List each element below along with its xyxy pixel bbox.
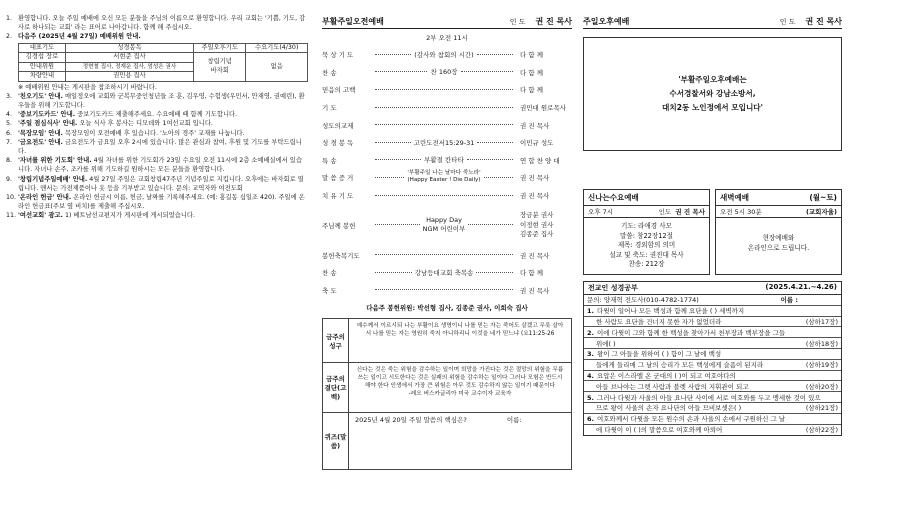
worship-row-leader: 권민대 원로목사	[520, 104, 567, 113]
wednesday-worship-box: 신나는수요예배 오후 7시 인도 권 진 목사 기도: 라애경 사모 말씀: 창22장12절 제목: 경외함의 의미 설교 및 축도: 권진대 목사 찬송: 212장	[583, 189, 710, 275]
worship-row: 묵 상 기 도 (감사와 참회의 시간) 다 함 께	[322, 46, 572, 64]
worship-row-leader: 다 함 께	[520, 269, 543, 278]
worship-row-leader: 권 진 목사	[520, 251, 550, 260]
notice-3: 3. '친오기도' 안내. 매일정오에 교회와 군복무중인청년들 조 훈, 김우영, 수험생(우민서, 안재영, 권예린), 환우들을 위해 기도합니다.	[6, 92, 305, 110]
worship-row	[322, 282, 572, 300]
worship-row	[322, 246, 572, 264]
notice-5: 5. '주일 점심식사' 안내. 오늘 식사 후 봉사는 디모데와 1여선교회 입니다.	[6, 120, 213, 128]
afternoon-worship-header: 주일오후예배 인 도 권 진 목사	[583, 14, 842, 29]
bible-study-box: 전교인 성경공부 (2025.4.21.~4.26) 문의: 양재혁 전도사(010-4782-1774) 이름 : 1. 다윗이 일어나 모든 백성과 함께 요단을 ( ) 세벽까지 한 사람도 요단을 건너지 못한 자가 없었더라 (삼하17장) 2. 이에 다윗이 그와 함께 한 백성을 찾아가서 천부장과 백부장을 그들 위에( ) (삼하18장) 3. 왕이 그 아들을 위하여 ( ) 함이 그 날에 백성 들에게 들리매 그 날의 승리가 모든 백성에게 슬픔이 된지라 (삼하19장) 4. 요압은 이스라엘 온 군대의 ( )이 되고 여호야다의 아들 브나야는 그렛 사람과 블렛 사람의 지휘관이 되고 (삼하20장) 5. 그러나 다윗과 사울의 아들 요나단 사이에 서로 여호와를 두고 맹세한 것이 있으 므로 왕이 사울의 손자 요나단의 아들 므비보셋은( ) (삼하21장) 6. 여호와께서 다윗을 모든 원수의 손과 사울의 손에서 구원하신 그 날 에 다윗이 이 ( )의 말씀으로 여호와께 아뢰어 (삼하22장)	[583, 281, 842, 436]
worship-row: 성 경 봉 독 고린도전서15:29-31 이민규 성도	[322, 134, 572, 152]
worship-row-label: 성 경 봉 독	[322, 139, 354, 148]
worship-row-leader: 다 함 께	[520, 68, 543, 77]
worship-duty-table: 대표기도 성경봉독 주일오후기도 수요기도(4/30) 김경섭 장로 서현준 집사 창립기념 바자회 없음 안내위원 정현철 집사, 정재운 집사, 엄성은 권사 차량안내 권민용 집사	[18, 43, 308, 82]
worship-row-label: 축 도	[322, 286, 337, 295]
worship-row	[322, 187, 572, 205]
notice-2-tail: ※ 예배위원 안내는 게시판을 참조하시기 바랍니다.	[18, 83, 157, 91]
weekly-verse-box	[322, 318, 572, 470]
notice-11: 11. '여선교회' 광고. 1) 베트남선교편지가 게시판에 게시되었습니다.	[6, 212, 195, 220]
bible-question-line: 들에게 들리매 그 날의 승리가 모든 백성에게 슬픔이 된지라 (삼하19장)	[584, 360, 841, 371]
worship-row-leader: 연 합 찬 양 대	[520, 156, 560, 165]
morning-worship-header: 부활주일오전예배 인 도 권 진 목사	[322, 14, 572, 29]
worship-time: 2부 오전 11시	[426, 34, 468, 42]
bible-question-line: 위에( ) (삼하18장)	[584, 338, 841, 349]
bible-question: 2. 이에 다윗이 그와 함께 한 백성을 찾아가서 천부장과 백부장을 그들	[584, 327, 841, 338]
worship-row: 특 송 부활절 칸타타 연 합 찬 양 대	[322, 152, 572, 170]
weekday-worship-boxes	[583, 189, 842, 275]
worship-row-label: 말 씀 증 거	[322, 174, 354, 183]
bible-question: 1. 다윗이 일어나 모든 백성과 함께 요단을 ( ) 세벽까지	[584, 306, 841, 317]
worship-row-label: 묵 상 기 도	[322, 51, 354, 60]
afternoon-prayer-cell: 창립기념 바자회	[194, 53, 246, 82]
notice-2: 2. 다음주 (2025년 4월 27일) 예배위원 안내.	[6, 33, 141, 41]
worship-row-label: 치 유 기 도	[322, 192, 354, 201]
bible-question: 5. 그러나 다윗과 사울의 아들 요나단 사이에 서로 여호와를 두고 맹세한 것이 있으	[584, 392, 841, 403]
worship-row-label: 봉헌축복기도	[322, 251, 360, 260]
notice-9: 9. '창립기념주일예배' 안내. 4월 27일 주일은 교회창립47주년 기념주일로 지킵니다. 오후에는 바자회로 열립니다. 앤서는 가전제품이나 옷 등을 기부받고 있습니다. 문의: 교역자와 여전도회	[6, 175, 304, 192]
bible-study-questions	[584, 306, 841, 436]
afternoon-worship-box: '부활주일오후예배는 수서경찰서와 강남소방서, 대치2동 노인정에서 모입니다'	[583, 37, 842, 151]
notices-column	[6, 14, 308, 221]
notice-10: 10. '온라인 헌금' 안내. 온라인 헌금시 이름, 헌금, 날짜를 기록해주세요. (예: 홍길동 십일조 420). 주일에 온라인 헌금표(주보 옆 비치)를 제출해 주십시오.	[6, 194, 305, 211]
worship-row-leader: 권 진 목사	[520, 174, 550, 183]
worship-order-list-2	[322, 246, 572, 299]
bible-question-line: 한 사람도 요단을 건너지 못한 자가 없었더라 (삼하17장)	[584, 317, 841, 328]
weekly-resolution-row: 금주의 결단(고백) 신다는 것은 죽는 위험을 감수하는 일이며 희망을 가진다는 것은 절망의 위험을 무릅쓰는 일이고 시도한다는 것은 실패의 위험을 감수하는 일이다 그러나 모험은 반드시 해야 한다 인생에서 가장 큰 위험은 아무 것도 감수하지 않는 일이기 때문이다 -레오 버스카글리아 미국 교수이자 교육자	[323, 363, 571, 413]
wednesday-worship-title: 신나는수요예배	[584, 190, 709, 206]
worship-row-label: 특 송	[322, 156, 337, 165]
bible-study-title: 전교인 성경공부 (2025.4.21.~4.26)	[584, 282, 841, 295]
bible-question: 3. 왕이 그 아들을 위하여 ( ) 함이 그 날에 백성	[584, 349, 841, 360]
notice-6: 6. '목장모임' 안내. 목장모임이 오전예배 후 있습니다. '노아의 경주' 교재를 나눕니다.	[6, 129, 245, 137]
worship-row-leader: 권 진 목사	[520, 286, 550, 295]
morning-worship-column	[322, 14, 572, 470]
worship-row	[322, 81, 572, 99]
worship-row-label: 찬 송	[322, 68, 337, 77]
bible-question-line: 므로 왕이 사울의 손자 요나단의 아들 므비보셋은( ) (삼하21장)	[584, 403, 841, 414]
worship-row-label: 기 도	[322, 104, 337, 113]
notice-7: 7. '금요전도' 안내. 금요전도가 금요일 오후 2시에 있습니다. 많은 관심과 참여, 후원 및 기도를 부탁드립니다.	[6, 138, 302, 156]
bible-question-line: 아들 브나야는 그렛 사람과 블렛 사람의 지휘관이 되고 (삼하20장)	[584, 381, 841, 392]
worship-row-leader: 권 진 목사	[520, 192, 550, 201]
worship-row	[322, 99, 572, 117]
worship-row: 찬 송 강남등대교회 축복송 다 함 께	[322, 264, 572, 282]
worship-row-leader: 이민규 성도	[520, 139, 554, 148]
notice-4: 4. '중보기도카드' 안내. 중보기도카드 제출해주세요. 수요예배 때 함께 기도합니다.	[6, 111, 238, 119]
dawn-worship-box: 새벽예배 (월~토) 오전 5시 30분 (교회자율) 현장예배와 온라인으로 드립니다.	[715, 189, 842, 275]
worship-row	[322, 116, 572, 134]
worship-row: 찬 송 찬 160장 다 함 께	[322, 64, 572, 82]
bible-question: 4. 요압은 이스라엘 온 군대의 ( )이 되고 여호야다의	[584, 371, 841, 382]
worship-row-leader: 다 함 께	[520, 86, 543, 95]
worship-order-list	[322, 46, 572, 204]
worship-row-dedication: 주님께 봉헌 Happy Day NGM 어린이부 장금분 권사 이정현 권사 김종준 집사	[322, 211, 554, 239]
quiz-row: 퀴즈(말씀) 2025년 4월 20일 주일 말씀의 핵심은? 이름:	[323, 413, 571, 469]
right-column	[583, 14, 842, 436]
worship-row: 말 씀 증 거 '부활주일 나는 날마다 죽노라' (Happy Easter ! Die Daily) 권 진 목사	[322, 169, 572, 187]
worship-row-label: 찬 송	[322, 269, 337, 278]
dawn-worship-title: 새벽예배 (월~토)	[716, 190, 841, 206]
bible-question: 6. 여호와께서 다윗을 모든 원수의 손과 사울의 손에서 구원하신 그 날	[584, 414, 841, 425]
notice-8: 8. '자녀를 위한 기도회' 안내. 4월 자녀를 위한 기도회가 23일 수요일 오전 11시에 2층 소예배실에서 있습니다. 자녀나 손주, 조카를 위해 기도하길 원하시는 모든 분들을 환영합니다.	[6, 157, 302, 174]
worship-row-label: 성도의교제	[322, 121, 354, 130]
worship-row-leader: 다 함 께	[520, 51, 543, 60]
notice-1: 1. 환영합니다. 오늘 주일 예배에 오신 모든 분들을 주님의 이름으로 환영합니다. 우리 교회는 '기쁨, 기도, 감사로 하나되는 교회' 라는 표어로 나아갑니다. 함께 해 주십시오.	[6, 15, 306, 32]
next-offering-duty: 다음주 봉헌위원: 박선형 집사, 김종준 권사, 이희숙 집사	[366, 304, 528, 313]
worship-row-label: 믿음의 고백	[322, 86, 356, 95]
bible-question-line: 에 다윗이 이 ( )의 말씀으로 여호와께 아뢰어 (삼하22장)	[596, 426, 838, 435]
weekly-verse-row: 금주의 성구 예수께서 이르시되 나는 부활이요 생명이니 나를 믿는 자는 죽어도 살겠고 무릇 살아서 나를 믿는 자는 영원히 죽지 아니하리니 이것을 네가 믿느냐 (요11:25-26	[323, 319, 571, 363]
worship-row-leader: 권 진 목사	[520, 121, 550, 130]
